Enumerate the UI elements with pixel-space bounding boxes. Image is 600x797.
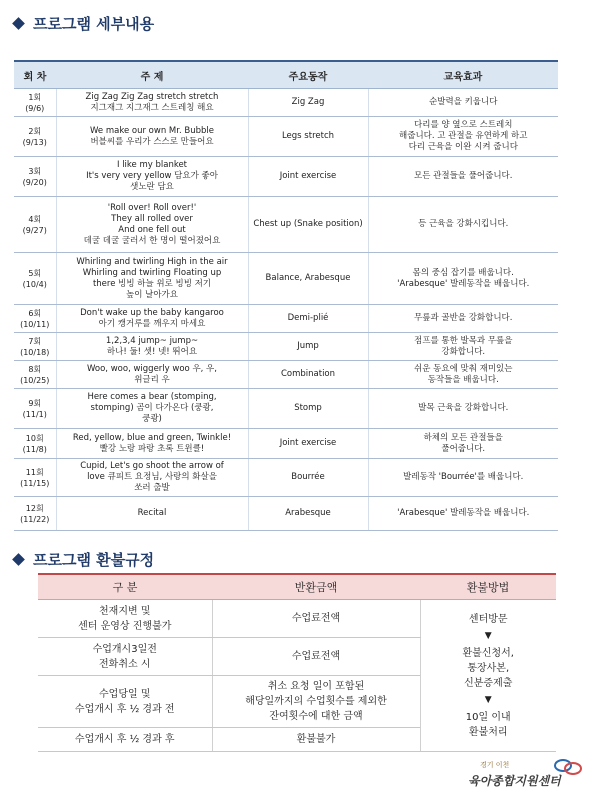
effect-cell xyxy=(368,157,558,197)
header-action: 주요동작 xyxy=(248,61,368,89)
category-cell xyxy=(38,676,212,728)
theme-cell xyxy=(56,253,248,305)
session-cell xyxy=(14,333,56,361)
text-line: 샛노란 담요 xyxy=(130,182,174,192)
theme-cell xyxy=(56,333,248,361)
session-number: 2회 xyxy=(28,126,42,136)
program-row xyxy=(14,305,558,333)
effect-cell xyxy=(368,497,558,531)
session-date: (11/22) xyxy=(20,514,50,524)
header-amount: 반환금액 xyxy=(212,574,420,600)
session-cell xyxy=(14,197,56,253)
session-date: (9/20) xyxy=(22,177,47,187)
program-row xyxy=(14,361,558,389)
session-date: (9/13) xyxy=(22,137,47,147)
program-row xyxy=(14,157,558,197)
refund-table xyxy=(38,573,556,752)
text-line: 버블씨를 우리가 스스로 만들어요 xyxy=(90,136,214,147)
text-line: 모든 관절들을 풀어줍니다. xyxy=(414,171,513,181)
program-row xyxy=(14,89,558,117)
text-line: They all rolled over xyxy=(111,213,193,224)
session-cell xyxy=(14,497,56,531)
action-cell: Joint exercise xyxy=(248,157,368,197)
theme-cell xyxy=(56,459,248,497)
refund-section-title xyxy=(14,549,154,570)
text-line: 'Arabesque' 발레동작을 배웁니다. xyxy=(397,508,530,518)
theme-cell xyxy=(56,389,248,429)
session-number: 10회 xyxy=(25,433,44,443)
program-row xyxy=(14,333,558,361)
session-cell xyxy=(14,117,56,157)
program-row xyxy=(14,117,558,157)
text-line: 쉬운 동요에 맞춰 재미있는 xyxy=(414,363,513,374)
text-line: Woo, woo, wiggerly woo 우, 우, xyxy=(87,363,217,374)
session-number: 7회 xyxy=(28,336,42,346)
text-line: 아기 캥거루를 깨우지 마세요 xyxy=(98,318,206,329)
text-line: It's very very yellow 담요가 좋아 xyxy=(86,171,218,181)
text-line: 강화합니다. xyxy=(441,346,486,357)
session-date: (10/18) xyxy=(20,347,50,357)
session-date: (9/27) xyxy=(22,225,47,235)
text-line: stomping) 곰이 다가온다 (쿵쾅, xyxy=(90,403,214,413)
program-table xyxy=(14,60,558,531)
session-cell xyxy=(14,459,56,497)
text-line: I like my blanket xyxy=(116,160,188,170)
text-line: 높이 날아가요 xyxy=(126,289,178,300)
text-line: 수업료전액 xyxy=(291,651,341,662)
program-table-body xyxy=(14,89,558,531)
session-number: 4회 xyxy=(28,214,42,224)
header-theme: 주 제 xyxy=(56,61,248,89)
method-step: 환불신청서, xyxy=(462,647,514,659)
amount-cell xyxy=(212,638,420,676)
program-header-row xyxy=(14,61,558,89)
theme-cell xyxy=(56,89,248,117)
text-line: Red, yellow, blue and green, Twinkle! xyxy=(72,432,232,443)
text-line: We make our own Mr. Bubble xyxy=(90,125,214,136)
diamond-bullet-icon xyxy=(12,17,25,30)
refund-row xyxy=(38,600,556,638)
action-cell: Arabesque xyxy=(248,497,368,531)
effect-cell xyxy=(368,459,558,497)
session-date: (11/1) xyxy=(22,409,47,419)
text-line: 지그재그 지그재그 스트레칭 해요 xyxy=(90,102,214,113)
amount-cell xyxy=(212,600,420,638)
text-line: 하체의 모든 관절들을 xyxy=(423,432,503,443)
session-cell xyxy=(14,253,56,305)
text-line: 발목 근육을 강화합니다. xyxy=(418,403,509,413)
text-line: 취소 요청 일이 포함된 xyxy=(267,681,365,692)
text-line: 수업개시 후 ½ 경과 후 xyxy=(74,734,175,745)
session-number: 3회 xyxy=(28,166,42,176)
program-row xyxy=(14,389,558,429)
action-cell: Jump xyxy=(248,333,368,361)
theme-cell xyxy=(56,157,248,197)
action-cell: Stomp xyxy=(248,389,368,429)
method-step: 통장사본, xyxy=(467,662,510,674)
action-cell: Balance, Arabesque xyxy=(248,253,368,305)
effect-cell xyxy=(368,89,558,117)
diamond-bullet-icon xyxy=(12,553,25,566)
text-line: 빨강 노랑 파랑 초록 트윈클! xyxy=(99,443,205,454)
text-line: there 빙빙 하늘 위로 빙빙 저기 xyxy=(92,278,212,289)
session-cell xyxy=(14,305,56,333)
effect-cell xyxy=(368,197,558,253)
text-line: 수업개시 후 ½ 경과 전 xyxy=(74,703,175,715)
program-row xyxy=(14,497,558,531)
text-line: 풀어줍니다. xyxy=(441,443,486,454)
program-row xyxy=(14,459,558,497)
text-line: 수업개시3일전 xyxy=(92,643,157,655)
theme-cell xyxy=(56,117,248,157)
text-line: 순발력을 키웁니다 xyxy=(429,97,498,107)
text-line: 점프를 통한 발목과 무릎을 xyxy=(414,335,513,346)
text-line: Whirling and twirling High in the air xyxy=(76,256,228,267)
method-step: 환불처리 xyxy=(468,726,508,738)
effect-cell xyxy=(368,429,558,459)
text-line: 센터 운영상 진행불가 xyxy=(78,620,172,632)
method-step: 센터방문 xyxy=(468,613,508,625)
text-line: 무릎과 골반을 강화합니다. xyxy=(414,313,513,323)
session-date: (10/4) xyxy=(22,279,47,289)
refund-table-body xyxy=(38,600,556,752)
session-date: (10/25) xyxy=(20,375,50,385)
action-cell: Chest up (Snake position) xyxy=(248,197,368,253)
text-line: Zig Zag Zig Zag stretch stretch xyxy=(85,91,219,102)
text-line: 환불불가 xyxy=(296,734,336,745)
method-step: 신분증제출 xyxy=(464,677,513,689)
logo-ring-icon xyxy=(564,762,582,775)
text-line: love 큐피트 요정님, 사랑의 화살을 xyxy=(87,472,217,482)
action-cell: Legs stretch xyxy=(248,117,368,157)
session-cell xyxy=(14,389,56,429)
logo-region-text: 경기 이천 xyxy=(480,761,510,769)
text-line: 쏘러 출발 xyxy=(134,483,170,493)
text-line: 하나! 둘! 셋! 넷! 뛰어요 xyxy=(106,346,198,357)
method-cell xyxy=(420,600,556,752)
refund-header-row xyxy=(38,574,556,600)
effect-cell xyxy=(368,253,558,305)
program-section-title xyxy=(14,13,154,34)
logo-name-text: 육아종합지원센터 xyxy=(468,774,561,788)
header-effect: 교육효과 xyxy=(368,61,558,89)
category-cell xyxy=(38,600,212,638)
amount-cell xyxy=(212,728,420,752)
text-line: 동작들을 배웁니다. xyxy=(427,374,499,385)
program-row xyxy=(14,429,558,459)
amount-cell xyxy=(212,676,420,728)
session-date: (11/15) xyxy=(20,478,50,488)
method-step: 10일 이내 xyxy=(465,711,511,723)
action-cell: Bourrée xyxy=(248,459,368,497)
program-row xyxy=(14,197,558,253)
program-title-text: 프로그램 세부내용 xyxy=(33,15,155,33)
text-line: And one fell out xyxy=(118,224,186,235)
text-line: 잔여횟수에 대한 금액 xyxy=(269,711,363,722)
text-line: 발레동작 'Bourrée'를 배웁니다. xyxy=(403,472,524,482)
text-line: Whirling and twirling Floating up xyxy=(82,267,222,278)
text-line: 수업당일 및 xyxy=(99,688,151,700)
session-date: (10/11) xyxy=(20,319,50,329)
session-number: 11회 xyxy=(25,467,44,477)
down-arrow-icon: ▼ xyxy=(484,694,492,705)
text-line: 쿵쾅) xyxy=(142,414,162,424)
action-cell: Demi-plié xyxy=(248,305,368,333)
category-cell xyxy=(38,728,212,752)
session-number: 6회 xyxy=(28,308,42,318)
text-line: 위글리 우 xyxy=(134,374,170,385)
session-cell xyxy=(14,157,56,197)
text-line: 전화취소 시 xyxy=(99,658,151,670)
text-line: 해줍니다. 고 관절을 유연하게 하고 xyxy=(399,131,528,141)
session-number: 5회 xyxy=(28,268,42,278)
text-line: 1,2,3,4 jump~ jump~ xyxy=(105,335,199,346)
refund-title-text: 프로그램 환불규정 xyxy=(33,551,155,569)
text-line: Here comes a bear (stomping, xyxy=(87,392,217,402)
text-line: 'Arabesque' 발레동작을 배웁니다. xyxy=(397,278,530,289)
theme-cell xyxy=(56,197,248,253)
session-number: 1회 xyxy=(28,92,42,102)
session-number: 8회 xyxy=(28,364,42,374)
action-cell: Combination xyxy=(248,361,368,389)
effect-cell xyxy=(368,333,558,361)
text-line: 등 근육을 강화시킵니다. xyxy=(418,219,509,229)
action-cell: Joint exercise xyxy=(248,429,368,459)
text-line: 다리 근육을 이완 시켜 줍니다 xyxy=(408,142,518,152)
theme-cell xyxy=(56,429,248,459)
text-line: Recital xyxy=(137,508,167,518)
effect-cell xyxy=(368,305,558,333)
effect-cell xyxy=(368,117,558,157)
down-arrow-icon: ▼ xyxy=(484,630,492,641)
header-method: 환불방법 xyxy=(420,574,556,600)
theme-cell xyxy=(56,497,248,531)
header-session: 회 차 xyxy=(14,61,56,89)
text-line: 수업료전액 xyxy=(291,613,341,624)
program-row xyxy=(14,253,558,305)
session-number: 12회 xyxy=(25,503,44,513)
session-date: (11/8) xyxy=(22,444,47,454)
category-cell xyxy=(38,638,212,676)
text-line: 데굴 데굴 굴러서 한 명이 떨어졌어요 xyxy=(83,235,221,246)
effect-cell xyxy=(368,389,558,429)
session-cell xyxy=(14,429,56,459)
header-category: 구 분 xyxy=(38,574,212,600)
center-logo xyxy=(468,758,578,792)
session-cell xyxy=(14,89,56,117)
theme-cell xyxy=(56,361,248,389)
text-line: 몸의 중심 잡기를 배웁니다. xyxy=(412,267,514,278)
text-line: Don't wake up the baby kangaroo xyxy=(80,307,224,318)
session-date: (9/6) xyxy=(25,103,45,113)
text-line: Cupid, Let's go shoot the arrow of xyxy=(80,461,224,471)
session-number: 9회 xyxy=(28,398,42,408)
effect-cell xyxy=(368,361,558,389)
text-line: 'Roll over! Roll over!' xyxy=(107,202,197,213)
text-line: 다리를 양 옆으로 스트레치 xyxy=(414,120,513,130)
text-line: 해당일까지의 수업횟수를 제외한 xyxy=(245,696,387,707)
theme-cell xyxy=(56,305,248,333)
action-cell: Zig Zag xyxy=(248,89,368,117)
text-line: 천재지변 및 xyxy=(99,605,151,617)
session-cell xyxy=(14,361,56,389)
